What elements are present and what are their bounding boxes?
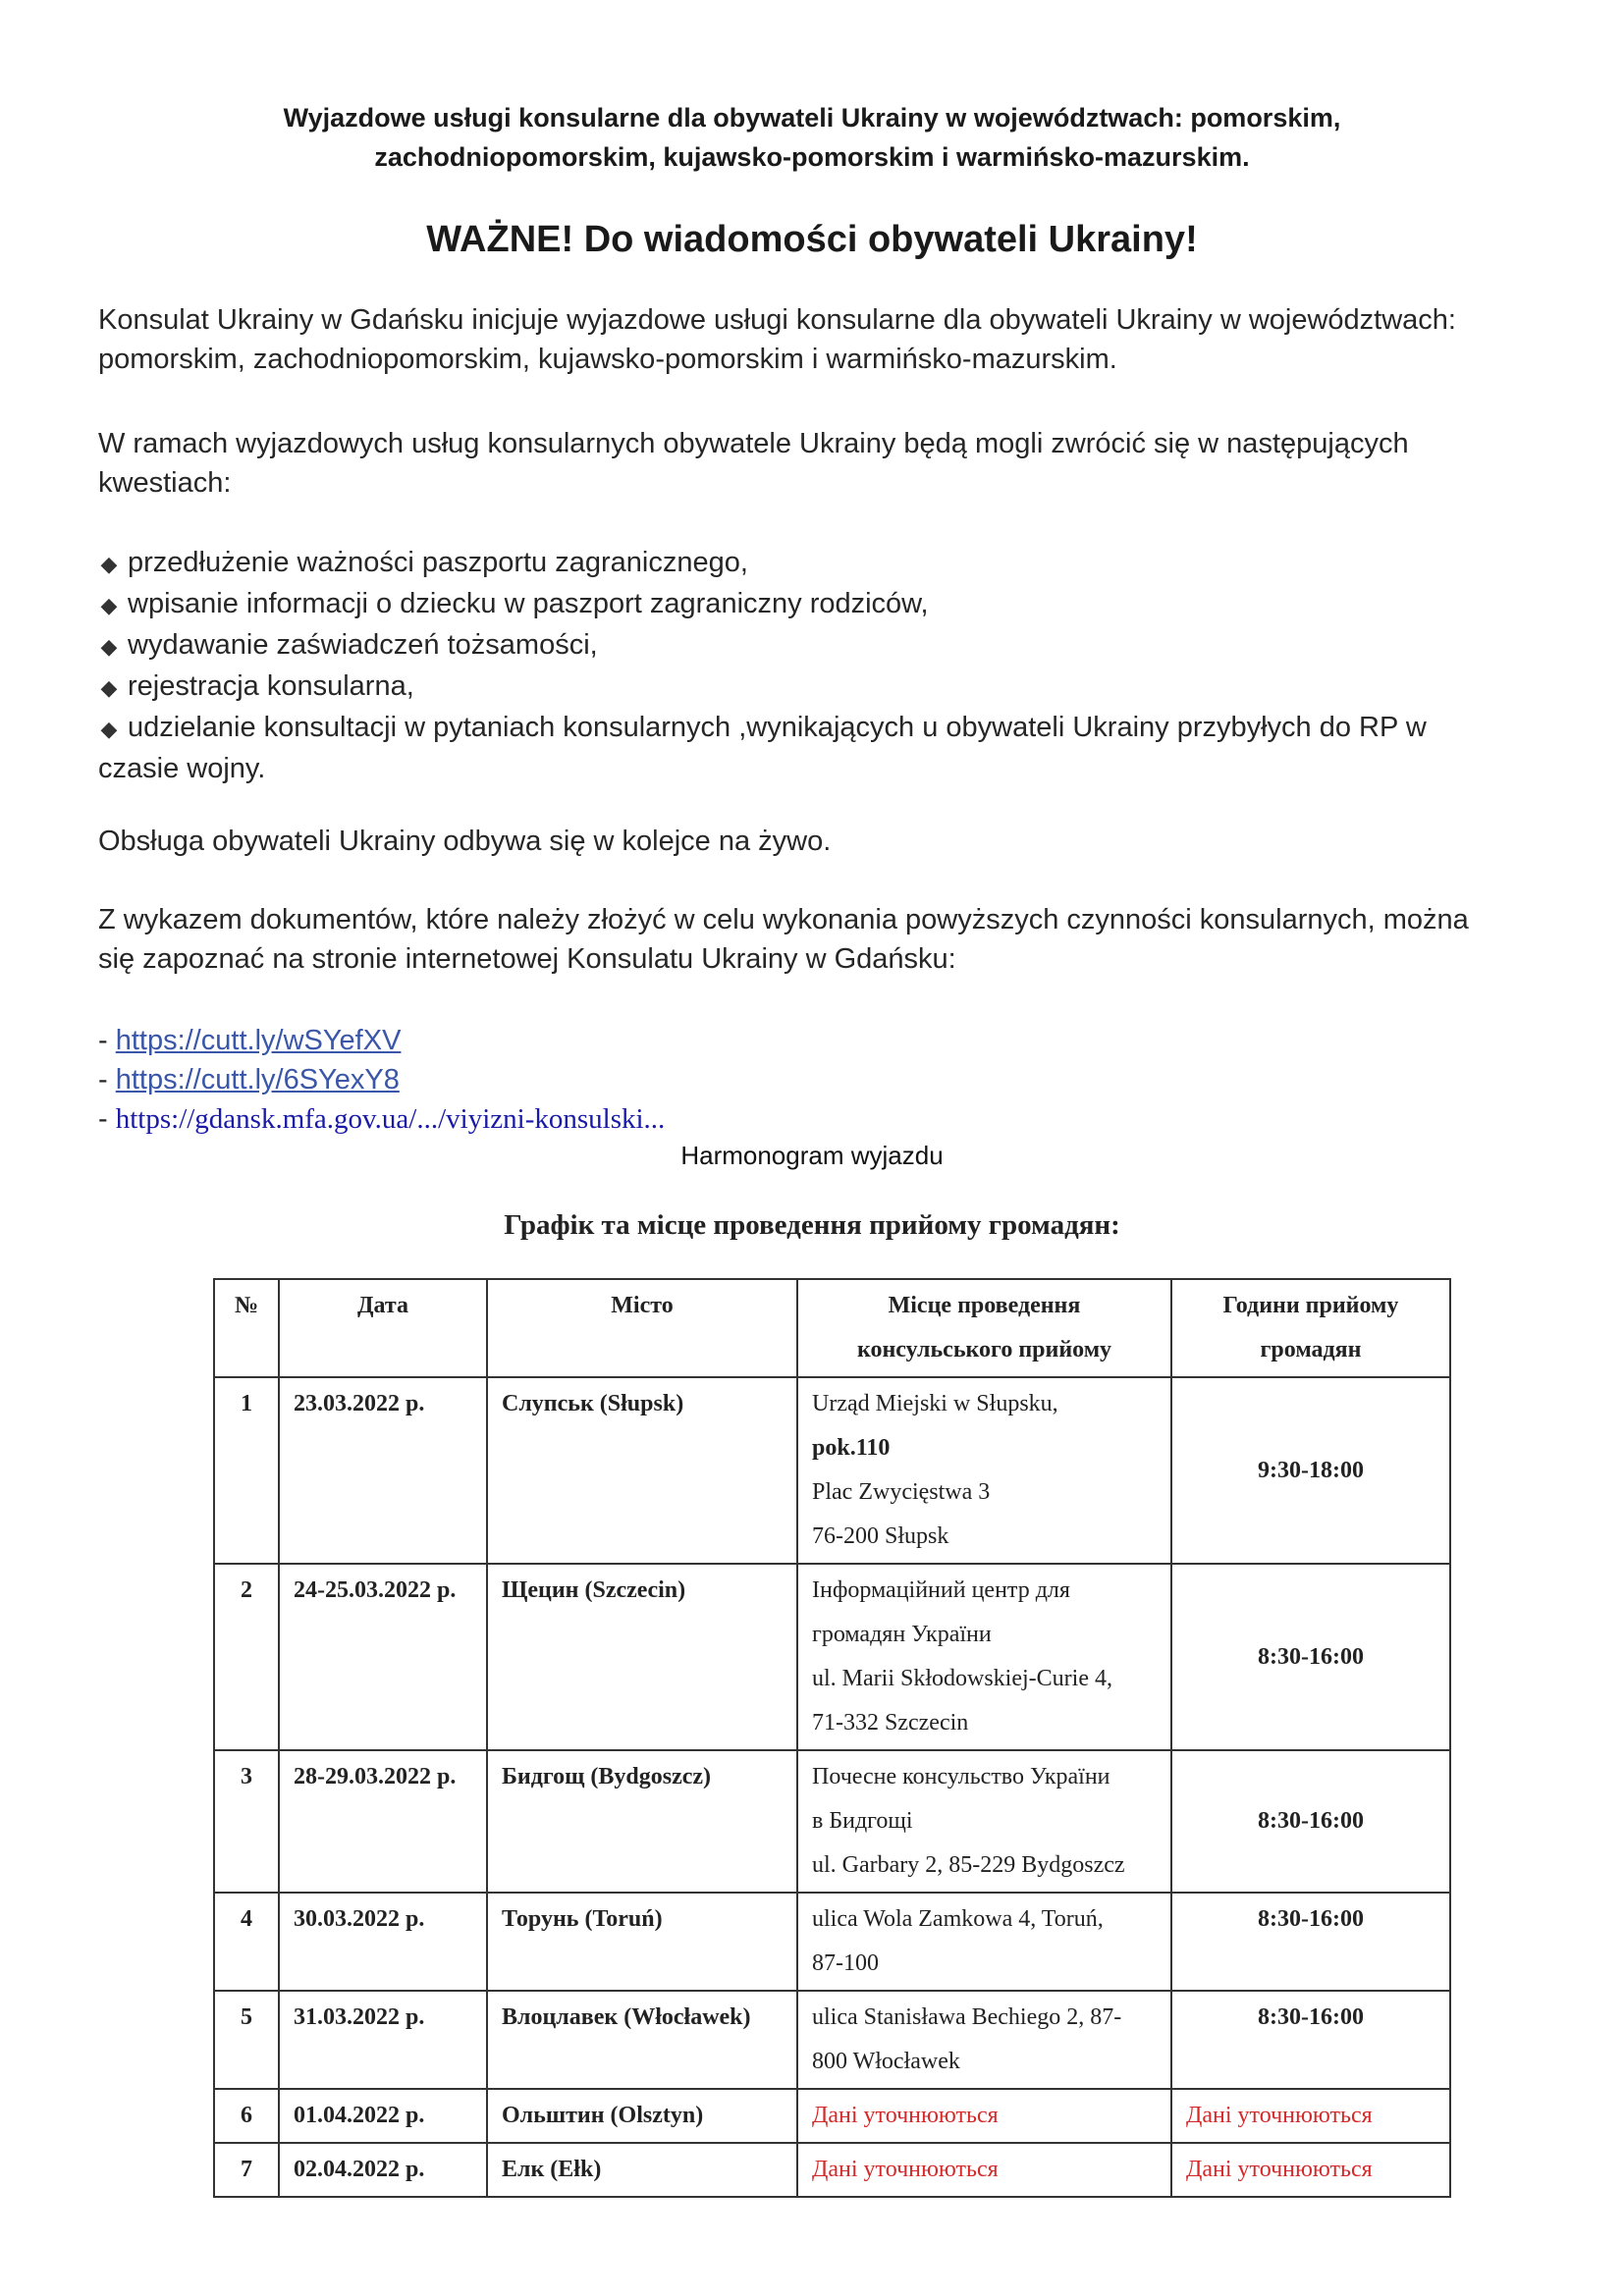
table-row (214, 2143, 1450, 2197)
place-line: Почесне консульство України (812, 1764, 1110, 1789)
place-line: ulica Stanisława Bechiego 2, 87- (812, 2004, 1122, 2030)
link-dash: - (98, 1103, 108, 1135)
header-num: № (214, 1279, 279, 1377)
row-city: Влоцлавек (Włocławek) (487, 1991, 797, 2089)
header-hours-line-1: Години прийому (1222, 1293, 1399, 1318)
paragraph-documents-line-1: Z wykazem dokumentów, które należy złożyć w celu wykonania powyższych czynności konsularnych, można (98, 904, 1469, 935)
header-date: Дата (279, 1279, 487, 1377)
row-hours: 9:30-18:00 (1171, 1377, 1450, 1564)
schedule-table (213, 1278, 1451, 2198)
row-date: 24-25.03.2022 р. (279, 1564, 487, 1750)
diamond-bullet-icon: ◆ (100, 675, 118, 700)
list-item (98, 543, 1551, 584)
place-line: ul. Garbary 2, 85-229 Bydgoszcz (812, 1852, 1125, 1878)
paragraph-services (98, 424, 1551, 503)
header-city: Місто (487, 1279, 797, 1377)
place-line: pok.110 (812, 1435, 891, 1461)
table-row (214, 1377, 1450, 1564)
services-bullet-list (98, 543, 1551, 788)
place-line: ulica Wola Zamkowa 4, Toruń, (812, 1906, 1104, 1932)
list-item-text: wydawanie zaświadczeń tożsamości, (128, 629, 598, 661)
row-place (797, 1750, 1171, 1893)
schedule-table-title: Графік та місце проведення прийому громадян: (504, 1209, 1120, 1241)
list-item-continuation: czasie wojny. (98, 753, 266, 784)
place-line: громадян України (812, 1622, 992, 1647)
list-item-text: przedłużenie ważności paszportu zagranicznego, (128, 547, 748, 578)
row-date: 01.04.2022 р. (279, 2089, 487, 2143)
place-line: Інформаційний центр для (812, 1577, 1070, 1603)
row-place (797, 1564, 1171, 1750)
row-place-pending: Дані уточнюються (797, 2143, 1171, 2197)
row-num: 5 (214, 1991, 279, 2089)
place-line: 76-200 Słupsk (812, 1523, 949, 1549)
row-num: 3 (214, 1750, 279, 1893)
place-line: в Бидгощі (812, 1808, 913, 1834)
row-city: Елк (Ełk) (487, 2143, 797, 2197)
row-city: Торунь (Toruń) (487, 1893, 797, 1991)
paragraph-intro-line-2: pomorskim, zachodniopomorskim, kujawsko-pomorskim i warmińsko-mazurskim. (98, 344, 1117, 375)
row-num: 6 (214, 2089, 279, 2143)
paragraph-documents (98, 900, 1551, 979)
place-line: Plac Zwycięstwa 3 (812, 1479, 991, 1505)
harmonogram-label: Harmonogram wyjazdu (680, 1141, 944, 1170)
header-place-line-1: Місце проведення (888, 1293, 1081, 1318)
table-row (214, 1564, 1450, 1750)
table-row (214, 1750, 1450, 1893)
title-line-1: Wyjazdowe usługi konsularne dla obywateli Ukrainy w województwach: pomorskim, (283, 103, 1341, 133)
document-title (196, 98, 1428, 177)
paragraph-services-line-1: W ramach wyjazdowych usług konsularnych obywatele Ukrainy będą mogli zwrócić się w następujących (98, 428, 1409, 459)
row-num: 4 (214, 1893, 279, 1991)
row-num: 7 (214, 2143, 279, 2197)
row-date: 30.03.2022 р. (279, 1893, 487, 1991)
row-city: Щецин (Szczecin) (487, 1564, 797, 1750)
paragraph-services-line-2: kwestiach: (98, 467, 232, 499)
diamond-bullet-icon: ◆ (100, 552, 118, 576)
row-num: 2 (214, 1564, 279, 1750)
table-header-row (214, 1279, 1450, 1377)
place-line: 71-332 Szczecin (812, 1710, 969, 1735)
table-row (214, 1893, 1450, 1991)
link-list (98, 1021, 665, 1139)
link-row (98, 1099, 665, 1139)
paragraph-documents-line-2: się zapoznać na stronie internetowej Konsulatu Ukrainy w Gdańsku: (98, 943, 956, 975)
row-city: Бидгощ (Bydgoszcz) (487, 1750, 797, 1893)
link-cutt-2[interactable]: https://cutt.ly/6SYexY8 (115, 1064, 400, 1095)
diamond-bullet-icon: ◆ (100, 634, 118, 659)
list-item (98, 708, 1551, 749)
link-gdansk-mfa[interactable]: https://gdansk.mfa.gov.ua/.../viyizni-konsulski... (115, 1103, 666, 1135)
important-notice-heading: WAŻNE! Do wiadomości obywateli Ukrainy! (426, 219, 1198, 260)
list-item-text: udzielanie konsultacji w pytaniach konsularnych ,wynikających u obywateli Ukrainy przybyłych do RP w (128, 712, 1427, 743)
link-row (98, 1021, 665, 1060)
paragraph-queue: Obsługa obywateli Ukrainy odbywa się w kolejce na żywo. (98, 826, 832, 857)
list-item (98, 584, 1551, 625)
header-hours (1171, 1279, 1450, 1377)
table-row (214, 2089, 1450, 2143)
paragraph-intro (98, 300, 1551, 379)
row-place (797, 1991, 1171, 2089)
row-date: 02.04.2022 р. (279, 2143, 487, 2197)
diamond-bullet-icon: ◆ (100, 717, 118, 741)
row-city: Ольштин (Olsztyn) (487, 2089, 797, 2143)
row-place-pending: Дані уточнюються (797, 2089, 1171, 2143)
row-place (797, 1377, 1171, 1564)
row-date: 31.03.2022 р. (279, 1991, 487, 2089)
row-city: Слупськ (Słupsk) (487, 1377, 797, 1564)
header-hours-line-2: громадян (1260, 1337, 1362, 1362)
row-date: 23.03.2022 р. (279, 1377, 487, 1564)
link-cutt-1[interactable]: https://cutt.ly/wSYefXV (115, 1025, 402, 1056)
row-num: 1 (214, 1377, 279, 1564)
row-hours-pending: Дані уточнюються (1171, 2089, 1450, 2143)
title-line-2: zachodniopomorskim, kujawsko-pomorskim i warmińsko-mazurskim. (374, 142, 1250, 172)
link-row (98, 1060, 665, 1099)
row-hours: 8:30-16:00 (1171, 1893, 1450, 1991)
table-row (214, 1991, 1450, 2089)
diamond-bullet-icon: ◆ (100, 593, 118, 617)
list-item (98, 625, 1551, 667)
list-item-text: rejestracja konsularna, (128, 670, 414, 702)
link-dash: - (98, 1064, 108, 1095)
link-dash: - (98, 1025, 108, 1056)
row-place (797, 1893, 1171, 1991)
list-item-text: wpisanie informacji o dziecku w paszport zagraniczny rodziców, (128, 588, 929, 619)
row-date: 28-29.03.2022 р. (279, 1750, 487, 1893)
place-line: 87-100 (812, 1950, 879, 1976)
place-line: ul. Marii Skłodowskiej-Curie 4, (812, 1666, 1112, 1691)
place-line: 800 Włocławek (812, 2049, 960, 2074)
paragraph-intro-line-1: Konsulat Ukrainy w Gdańsku inicjuje wyjazdowe usługi konsularne dla obywateli Ukrainy w województwach: (98, 304, 1456, 336)
row-hours: 8:30-16:00 (1171, 1564, 1450, 1750)
list-item (98, 667, 1551, 708)
row-hours-pending: Дані уточнюються (1171, 2143, 1450, 2197)
place-line: Urząd Miejski w Słupsku, (812, 1391, 1058, 1416)
header-place-line-2: консульського прийому (856, 1337, 1112, 1362)
row-hours: 8:30-16:00 (1171, 1750, 1450, 1893)
row-hours: 8:30-16:00 (1171, 1991, 1450, 2089)
header-place (797, 1279, 1171, 1377)
